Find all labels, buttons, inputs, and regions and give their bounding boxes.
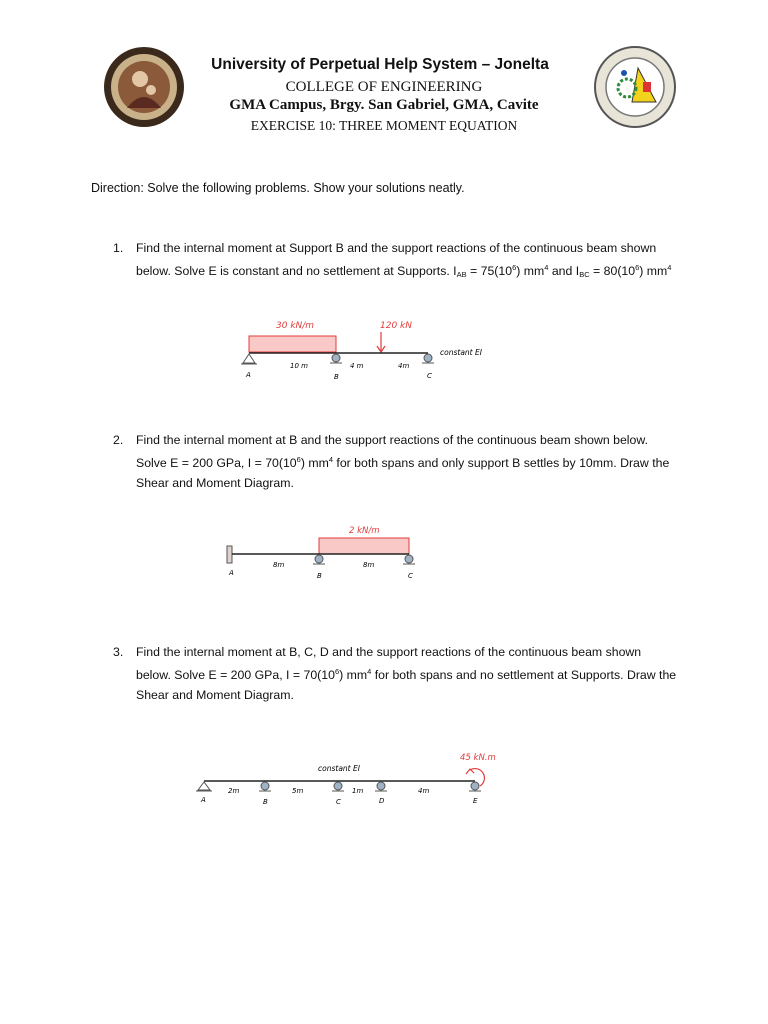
dim-label: 2m bbox=[228, 787, 240, 795]
roller-support-e bbox=[471, 782, 479, 790]
problem-number: 2. bbox=[113, 433, 124, 447]
support-label-b: B bbox=[317, 572, 322, 580]
problem-text: Find the internal moment at Support B and the support reactions of the continuous beam shown below. Solve E is constant and no settlement at Supports. $I_{AB} = 75(10^6)$ $mm^4$ and $I_{BC} = 80(10^6)$ $mm^4$ bbox=[136, 241, 672, 279]
udl-load-block bbox=[319, 538, 409, 554]
roller-support-b bbox=[315, 555, 323, 563]
support-label-b: B bbox=[263, 798, 268, 806]
dim-label: 8m bbox=[363, 561, 375, 569]
beam-diagram-3 bbox=[190, 748, 510, 818]
beam-diagram-2 bbox=[222, 520, 422, 582]
dim-label: 4m bbox=[398, 362, 410, 370]
problem-2 bbox=[113, 430, 678, 493]
note-label: constant EI bbox=[440, 348, 482, 357]
support-label-b: B bbox=[334, 373, 339, 381]
support-label-c: C bbox=[427, 372, 432, 380]
roller-support-c bbox=[405, 555, 413, 563]
problem-1 bbox=[113, 238, 678, 285]
fixed-support-a bbox=[227, 546, 232, 563]
problem-3 bbox=[113, 642, 678, 705]
college-name: COLLEGE OF ENGINEERING bbox=[285, 79, 483, 95]
roller-support-c bbox=[424, 354, 432, 362]
problem-text: Find the internal moment at B, C, D and the support reactions of the continuous beam shown below. Solve E = 200 GPa, $I = 70(10^6)$ $mm^4$ for both spans and no settlement at Supports. Draw the Shear and Moment Diagram. bbox=[136, 645, 677, 702]
dim-label: 1m bbox=[352, 787, 364, 795]
problem-number: 3. bbox=[113, 645, 124, 659]
udl-label: 2 kN/m bbox=[349, 526, 380, 536]
exercise-title: EXERCISE 10: THREE MOMENT EQUATION bbox=[250, 118, 518, 133]
udl-label: 30 kN/m bbox=[276, 321, 315, 331]
direction-text: Direction: Solve the following problems. Show your solutions neatly. bbox=[91, 181, 465, 195]
support-label-a: A bbox=[229, 569, 234, 577]
problem-text: Find the internal moment at B and the support reactions of the continuous beam shown below. Solve E = 200 GPa, $I = 70(10^6)$ $mm^4$ for both spans and only support B settles by 10mm. Draw the Shear and Moment Diagram. bbox=[136, 433, 670, 490]
pin-support-a bbox=[198, 782, 210, 790]
udl-load-block bbox=[249, 336, 336, 352]
support-label-a: A bbox=[201, 796, 206, 804]
support-label-e: E bbox=[473, 797, 478, 805]
campus-address: GMA Campus, Brgy. San Gabriel, GMA, Cavite bbox=[229, 97, 539, 113]
dim-label: 4 m bbox=[350, 362, 364, 370]
dim-label: 8m bbox=[273, 561, 285, 569]
pin-support-a bbox=[243, 354, 255, 363]
dim-label: 10 m bbox=[290, 362, 308, 370]
beam-diagram-1 bbox=[230, 312, 500, 384]
roller-support-d bbox=[377, 782, 385, 790]
note-label: constant EI bbox=[318, 764, 360, 773]
university-name: University of Perpetual Help System – Jonelta bbox=[211, 56, 549, 73]
dim-label: 5m bbox=[292, 787, 304, 795]
point-load-label: 120 kN bbox=[380, 321, 412, 331]
support-label-a: A bbox=[246, 371, 251, 379]
support-label-c: C bbox=[336, 798, 341, 806]
roller-support-b bbox=[332, 354, 340, 362]
roller-support-c bbox=[334, 782, 342, 790]
roller-support-b bbox=[261, 782, 269, 790]
problem-number: 1. bbox=[113, 241, 124, 255]
support-label-c: C bbox=[408, 572, 413, 580]
moment-label: 45 kN.m bbox=[460, 753, 496, 763]
support-label-d: D bbox=[379, 797, 385, 805]
dim-label: 4m bbox=[418, 787, 430, 795]
